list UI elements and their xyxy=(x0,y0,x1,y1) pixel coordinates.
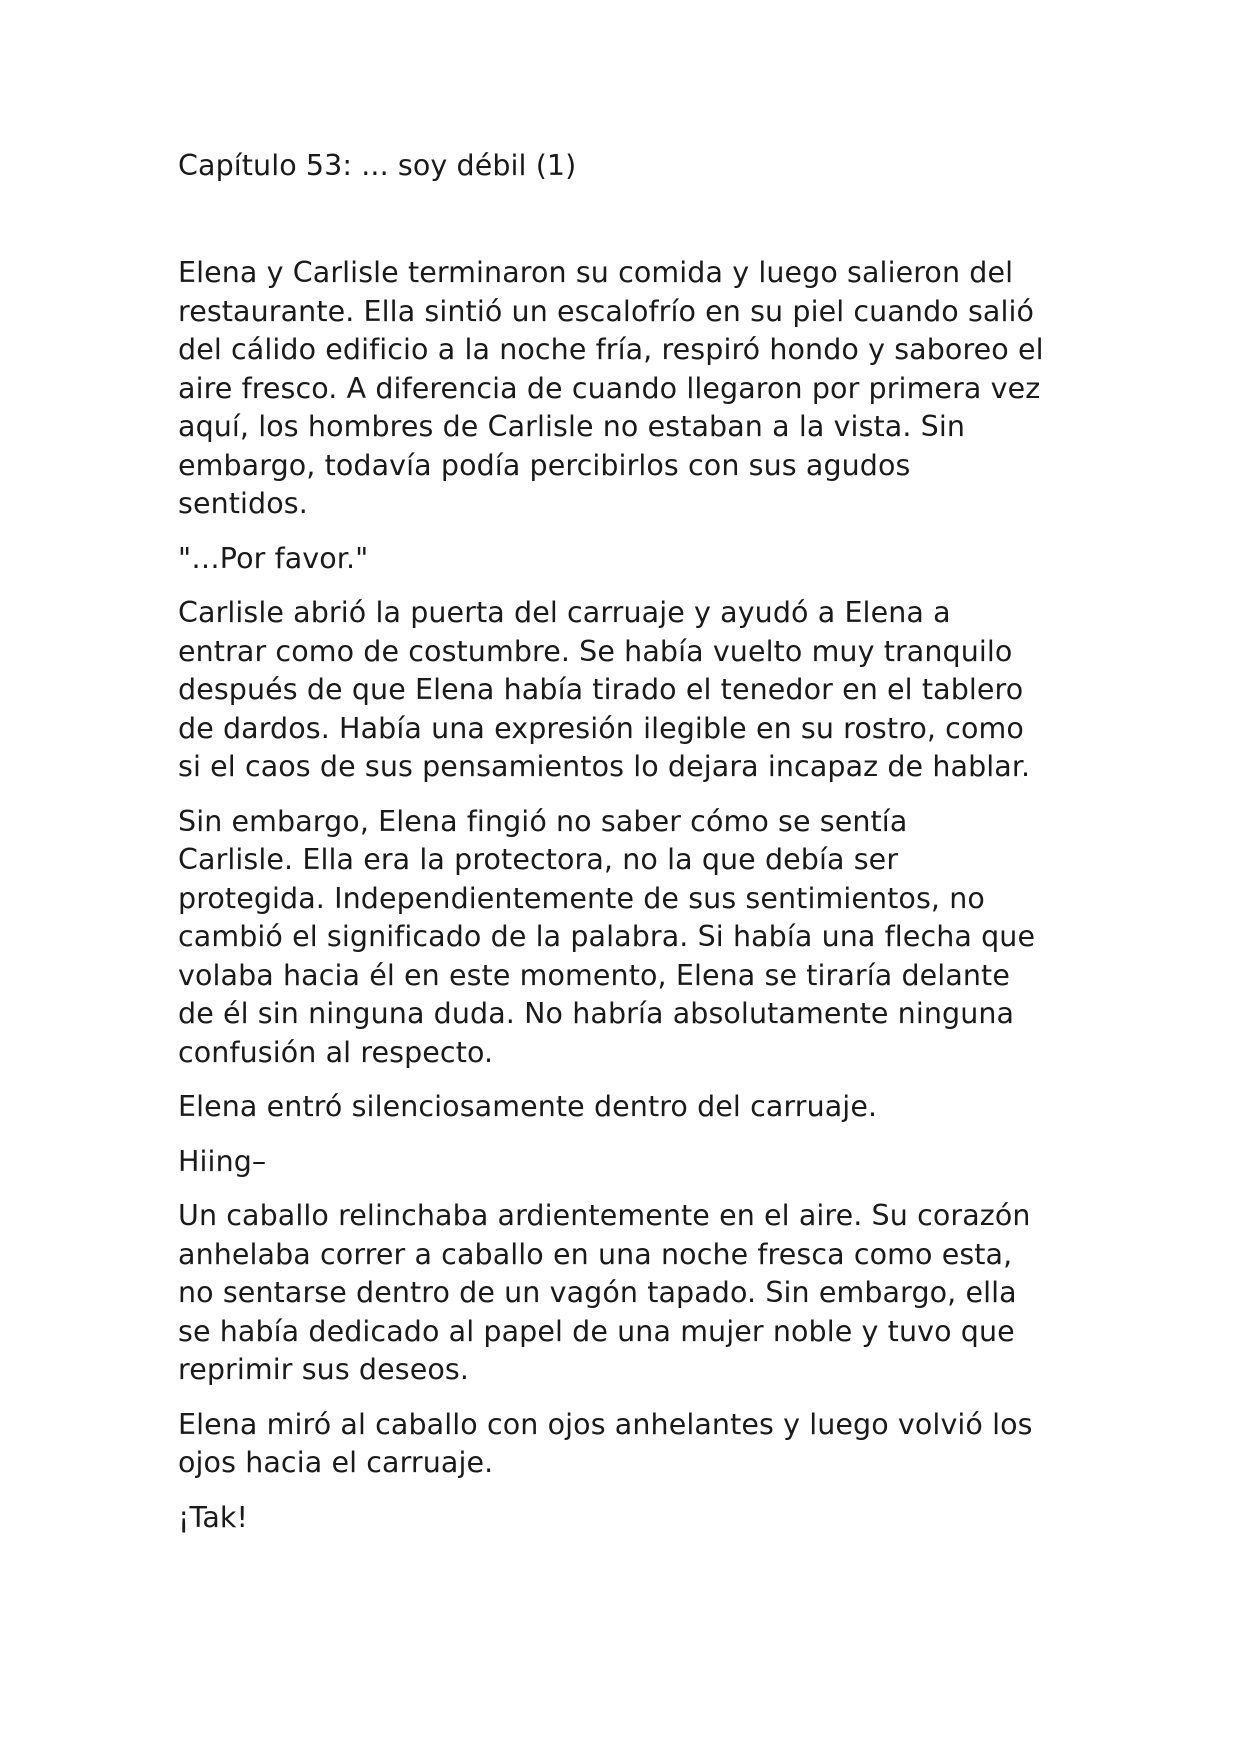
text-line: de dardos. Había una expresión ilegible en su rostro, como xyxy=(178,711,1024,745)
text-line: embargo, todavía podía percibirlos con sus agudos xyxy=(178,448,911,482)
document-body xyxy=(178,147,1078,1553)
text-line: entrar como de costumbre. Se había vuelto muy tranquilo xyxy=(178,634,1013,668)
chapter-title: Capítulo 53: ... soy débil (1) xyxy=(178,149,577,182)
text-line: anhelaba correr a caballo en una noche fresca como esta, xyxy=(178,1237,1013,1271)
text-line: confusión al respecto. xyxy=(178,1035,494,1069)
paragraph xyxy=(178,1499,1078,1538)
paragraph xyxy=(178,540,1078,579)
paragraph xyxy=(178,254,1078,524)
text-line: Carlisle abrió la puerta del carruaje y ayudó a Elena a xyxy=(178,596,951,629)
paragraph xyxy=(178,803,1078,1073)
text-line: reprimir sus deseos. xyxy=(178,1353,469,1386)
text-line: Elena y Carlisle terminaron su comida y luego salieron del xyxy=(178,256,1014,289)
text-line: Hiing– xyxy=(178,1144,267,1178)
paragraph xyxy=(178,1143,1078,1182)
text-line: cambió el significado de la palabra. Si había una flecha que xyxy=(178,920,1036,953)
text-line: ojos hacia el carruaje. xyxy=(178,1446,494,1479)
paragraph-list xyxy=(178,254,1078,1537)
paragraph xyxy=(178,1088,1078,1127)
text-line: no sentarse dentro de un vagón tapado. Sin embargo, ella xyxy=(178,1276,1017,1309)
text-line: sentidos. xyxy=(178,487,308,520)
text-line: Sin embargo, Elena fingió no saber cómo se sentía xyxy=(178,804,908,838)
paragraph xyxy=(178,1197,1078,1390)
text-line: "…Por favor." xyxy=(178,541,369,575)
text-line: protegida. Independientemente de sus sentimientos, no xyxy=(178,881,985,915)
paragraph xyxy=(178,1406,1078,1483)
text-line: Carlisle. Ella era la protectora, no la que debía ser xyxy=(178,843,899,876)
text-line: volaba hacia él en este momento, Elena se tiraría delante xyxy=(178,958,1010,992)
text-line: después de que Elena había tirado el tenedor en el tablero xyxy=(178,673,1024,706)
text-line: Elena entró silenciosamente dentro del carruaje. xyxy=(178,1090,878,1123)
text-line: si el caos de sus pensamientos lo dejara incapaz de hablar. xyxy=(178,750,1031,783)
text-line: aire fresco. A diferencia de cuando llegaron por primera vez xyxy=(178,371,1041,405)
paragraph xyxy=(178,594,1078,787)
text-line: restaurante. Ella sintió un escalofrío en su piel cuando salió xyxy=(178,294,1035,328)
text-line: aquí, los hombres de Carlisle no estaban a la vista. Sin xyxy=(178,410,966,443)
text-line: se había dedicado al papel de una mujer noble y tuvo que xyxy=(178,1314,1015,1348)
text-line: ¡Tak! xyxy=(178,1500,249,1534)
text-line: de él sin ninguna duda. No habría absolutamente ninguna xyxy=(178,997,1015,1030)
text-line: Elena miró al caballo con ojos anhelantes y luego volvió los xyxy=(178,1407,1033,1441)
text-line: del cálido edificio a la noche fría, respiró hondo y saboreo el xyxy=(178,333,1044,366)
text-line: Un caballo relinchaba ardientemente en el aire. Su corazón xyxy=(178,1199,1031,1232)
